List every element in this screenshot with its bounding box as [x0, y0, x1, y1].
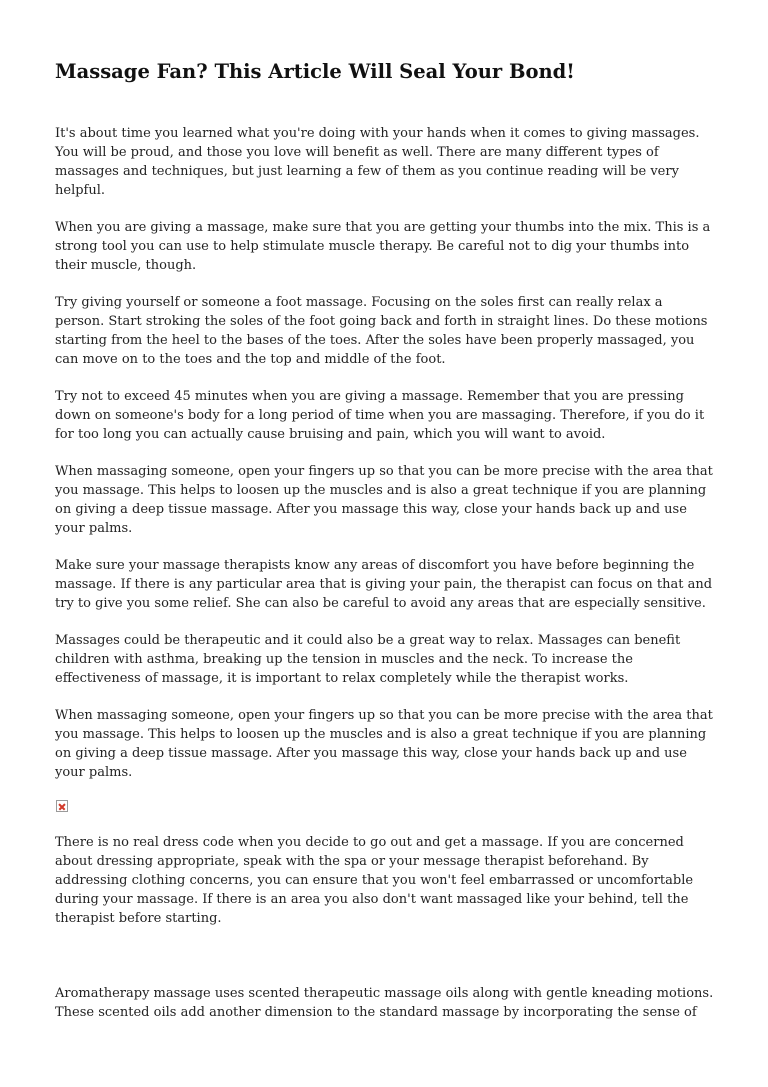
article-paragraph: Try giving yourself or someone a foot massage. Focusing on the soles first can really relax a person. Start stroking the soles of the foot going back and forth in straight lines. Do these motions starting from the heel to the bases of the toes. After the soles have been properly massaged, you can move on to the toes and the top and middle of the foot. — [55, 295, 708, 367]
article-paragraph: When massaging someone, open your fingers up so that you can be more precise with the area that you massage. This helps to loosen up the muscles and is also a great technique if you are planning on giving a deep tissue massage. After you massage this way, close your hands back up and use your palms. — [55, 708, 713, 780]
article-paragraph: There is no real dress code when you decide to go out and get a massage. If you are concerned about dressing appropriate, speak with the spa or your message therapist beforehand. By addressing clothing concerns, you can ensure that you won't feel embarrassed or uncomfortable during your massage. If there is an area you also don't want massaged like your behind, tell the therapist before starting. — [55, 835, 694, 926]
article-paragraph: It's about time you learned what you're doing with your hands when it comes to giving massages. You will be proud, and those you love will benefit as well. There are many different types of massages and techniques, but just learning a few of them as you continue reading will be very helpful. — [55, 126, 700, 198]
broken-image-icon — [56, 800, 68, 812]
blank-spacer — [55, 946, 715, 984]
article-paragraph: When massaging someone, open your fingers up so that you can be more precise with the area that you massage. This helps to loosen up the muscles and is also a great technique if you are planning on giving a deep tissue massage. After you massage this way, close your hands back up and use your palms. — [55, 464, 713, 536]
article-paragraph: Make sure your massage therapists know any areas of discomfort you have before beginning the massage. If there is any particular area that is giving your pain, the therapist can focus on that and try to give you some relief. She can also be careful to avoid any areas that are especially sensitive. — [55, 558, 713, 611]
article-paragraph: When you are giving a massage, make sure that you are getting your thumbs into the mix. This is a strong tool you can use to help stimulate muscle therapy. Be careful not to dig your thumbs into their muscle, though. — [55, 220, 711, 273]
document-page — [55, 58, 715, 1040]
article-paragraph: Aromatherapy massage uses scented therapeutic massage oils along with gentle kneading motions. These scented oils add another dimension to the standard massage by incorporating the sense of — [55, 986, 714, 1020]
article-paragraph: Try not to exceed 45 minutes when you are giving a massage. Remember that you are pressing down on someone's body for a long period of time when you are massaging. Therefore, if you do it for too long you can actually cause bruising and pain, which you will want to avoid. — [55, 389, 705, 442]
article-paragraph: Massages could be therapeutic and it could also be a great way to relax. Massages can benefit children with asthma, breaking up the tension in muscles and the neck. To increase the effectiveness of massage, it is important to relax completely while the therapist works. — [55, 633, 681, 686]
article-title: Massage Fan? This Article Will Seal Your Bond! — [55, 60, 575, 83]
